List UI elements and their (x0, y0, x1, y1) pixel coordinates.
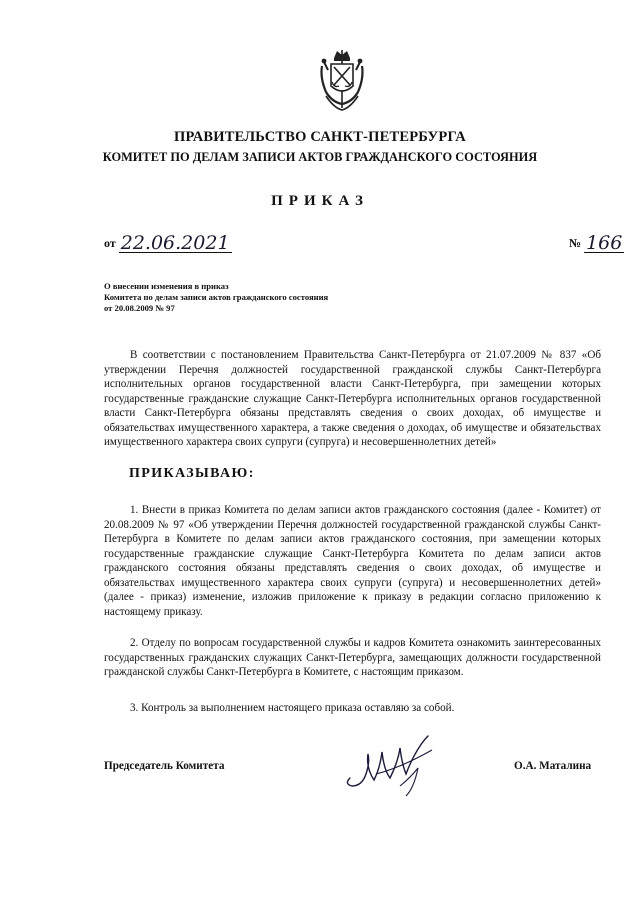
order-date (104, 230, 232, 253)
coat-of-arms-icon (318, 48, 366, 114)
government-title: ПРАВИТЕЛЬСТВО САНКТ-ПЕТЕРБУРГА (174, 129, 466, 145)
order-item-1: 1. Внести в приказ Комитета по делам записи актов гражданского состояния (далее - Комитет) от 20.08.2009 № 97 «Об утверждении Перечня должностей государственной гражданской службы Санкт-Петербурга в Комитете по делам записи актов гражданского состояния, при замещении которых государственные гражданские служащие Санкт-Петербурга Комитета по делам записи актов гражданского состояния обязаны представлять сведения о своих доходах, об имуществе и обязательствах имущественного характера своих супруги (супруга) и несовершеннолетних детей» (далее - приказ) изменение, изложив приложение к приказу в редакции согласно приложению к настоящему приказу. (104, 504, 601, 618)
order-item-3: 3. Контроль за выполнением настоящего приказа оставляю за собой. (130, 702, 455, 714)
subject-line: Комитета по делам записи актов гражданского состояния (104, 292, 329, 302)
document-title: ПРИКАЗ (271, 193, 369, 209)
subject-line: О внесении изменения в приказ (104, 281, 229, 291)
signatory-name: О.А. Маталина (514, 760, 592, 772)
orders-heading: ПРИКАЗЫВАЮ: (129, 466, 255, 481)
order-item-2: 2. Отделу по вопросам государственной службы и кадров Комитета ознакомить заинтересованных государственных гражданских служащих Санкт-Петербурга, замещающих должности государственной гражданской службы Санкт-Петербурга в Комитете, с настоящим приказом. (104, 637, 601, 678)
preamble-paragraph: В соответствии с постановлением Правительства Санкт-Петербурга от 21.07.2009 № 837 «Об утверждении Перечня должностей государственной гражданской службы Санкт-Петербурга исполнительных органов государственной власти Санкт-Петербурга, при замещении которых государственные гражданские служащие Санкт-Петербурга исполнительных органов государственной власти Санкт-Петербурга обязаны представлять сведения о своих доходах, об имуществе и обязательствах имущественного характера, а также сведения о доходах, об имуществе и обязательствах имущественного характера своих супруги (супруга) и несовершеннолетних детей» (104, 349, 601, 448)
subject-line: от 20.08.2009 № 97 (104, 303, 175, 313)
order-number (569, 230, 624, 253)
handwritten-signature (340, 728, 440, 800)
number-prefix: № (569, 236, 582, 250)
signatory-position: Председатель Комитета (104, 760, 225, 772)
number-value: 166 (586, 232, 623, 254)
date-value: 22.06.2021 (120, 232, 230, 254)
committee-title: КОМИТЕТ ПО ДЕЛАМ ЗАПИСИ АКТОВ ГРАЖДАНСКОГО СОСТОЯНИЯ (102, 150, 538, 164)
date-prefix: от (104, 236, 116, 250)
order-subject (104, 281, 328, 314)
